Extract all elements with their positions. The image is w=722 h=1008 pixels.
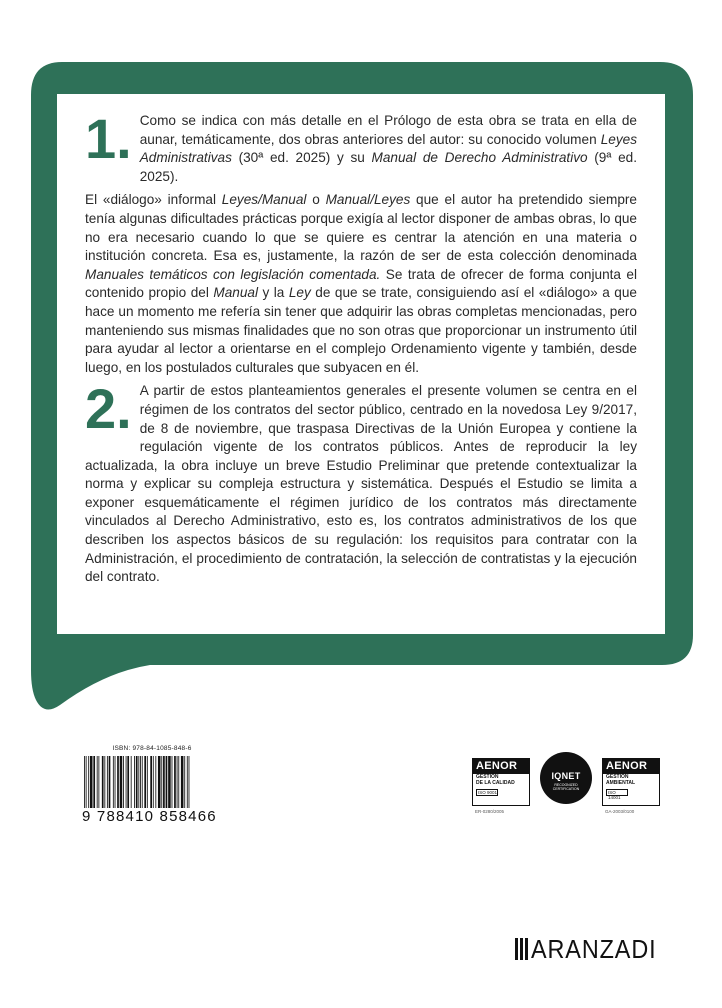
- aenor-environment-brand: AENOR: [603, 759, 659, 774]
- section-number-2: 2.: [85, 377, 132, 441]
- barcode: [82, 745, 222, 830]
- publisher-name: ARANZADI: [531, 934, 657, 964]
- aranzadi-logo-bars-icon: [515, 938, 528, 960]
- aenor-quality-brand: AENOR: [473, 759, 529, 774]
- aenor-quality-cert: AENOR GESTIÓN DE LA CALIDAD ISO 9001 ER-0280/2005: [472, 758, 530, 820]
- text-area: [85, 107, 637, 612]
- isbn-label: ISBN: 978-84-1085-848-6: [112, 745, 192, 752]
- paragraph-3: 2. A partir de estos planteamientos generales el presente volumen se centra en el régimen de los contratos del sector público, centrado en la novedosa Ley 9/2017, de 8 de noviembre, que traspasa Directivas de la Unión Europea y contiene la regulación vigente de los contratos públicos. Antes de reproducir la ley actualizada, la obra incluye un breve Estudio Preliminar que pretende contextualizar la norma y explicar su compleja estructura y sistemática. Después el Estudio se limita a exponer esquemáticamente el régimen jurídico de los contratos más directamente vinculados al Derecho Administrativo, esto es, los contratos administrativos de los que describen los aspectos básicos de su regulación: los requisitos para contratar con la Administración, el procedimiento de contratación, la selección de contratistas y la ejecución del contrato.: [85, 377, 637, 585]
- iqnet-cert: IQNET RECOGNIZED CERTIFICATION: [540, 752, 592, 804]
- aenor-environment-cert: AENOR GESTIÓN AMBIENTAL ISO 14001 GA-2003/0100: [602, 758, 660, 820]
- aranzadi-logo: [515, 936, 670, 962]
- barcode-bars: [82, 756, 222, 814]
- iqnet-brand: IQNET: [551, 771, 581, 781]
- barcode-digits: 9 788410 858466: [82, 808, 217, 825]
- section-number-1: 1.: [85, 107, 132, 170]
- paragraph-1: 1. Como se indica con más detalle en el Prólogo de esta obra se trata en ella de aunar, temáticamente, dos obras anteriores del autor: su conocido volumen Leyes Administrativas (30ª ed. 2025) y su Manual de Derecho Administrativo (9ª ed. 2025).: [85, 107, 637, 184]
- paragraph-2: El «diálogo» informal Leyes/Manual o Manual/Leyes que el autor ha pretendido siempre tenía algunas dificultades prácticas porque exigía al lector disponer de ambas obras, lo que no era necesario cuando lo que se quiere es centrar la atención en una materia o institución concreta. Esa es, justamente, la razón de ser de esta colección denominada Manuales temáticos con legislación comentada. Se trata de ofrecer de forma conjunta el contenido propio del Manual y la Ley de que se trate, consiguiendo así el «diálogo» a que hace un momento me refería sin tener que adquirir las obras completas mencionadas, pero manteniendo sus mismas finalidades que no son otras que proporcionar un instrumento útil para ayudar al lector a orientarse en el complejo Ordenamiento vigente y también, desde luego, en los postulados culturales que subyacen en él.: [85, 192, 637, 375]
